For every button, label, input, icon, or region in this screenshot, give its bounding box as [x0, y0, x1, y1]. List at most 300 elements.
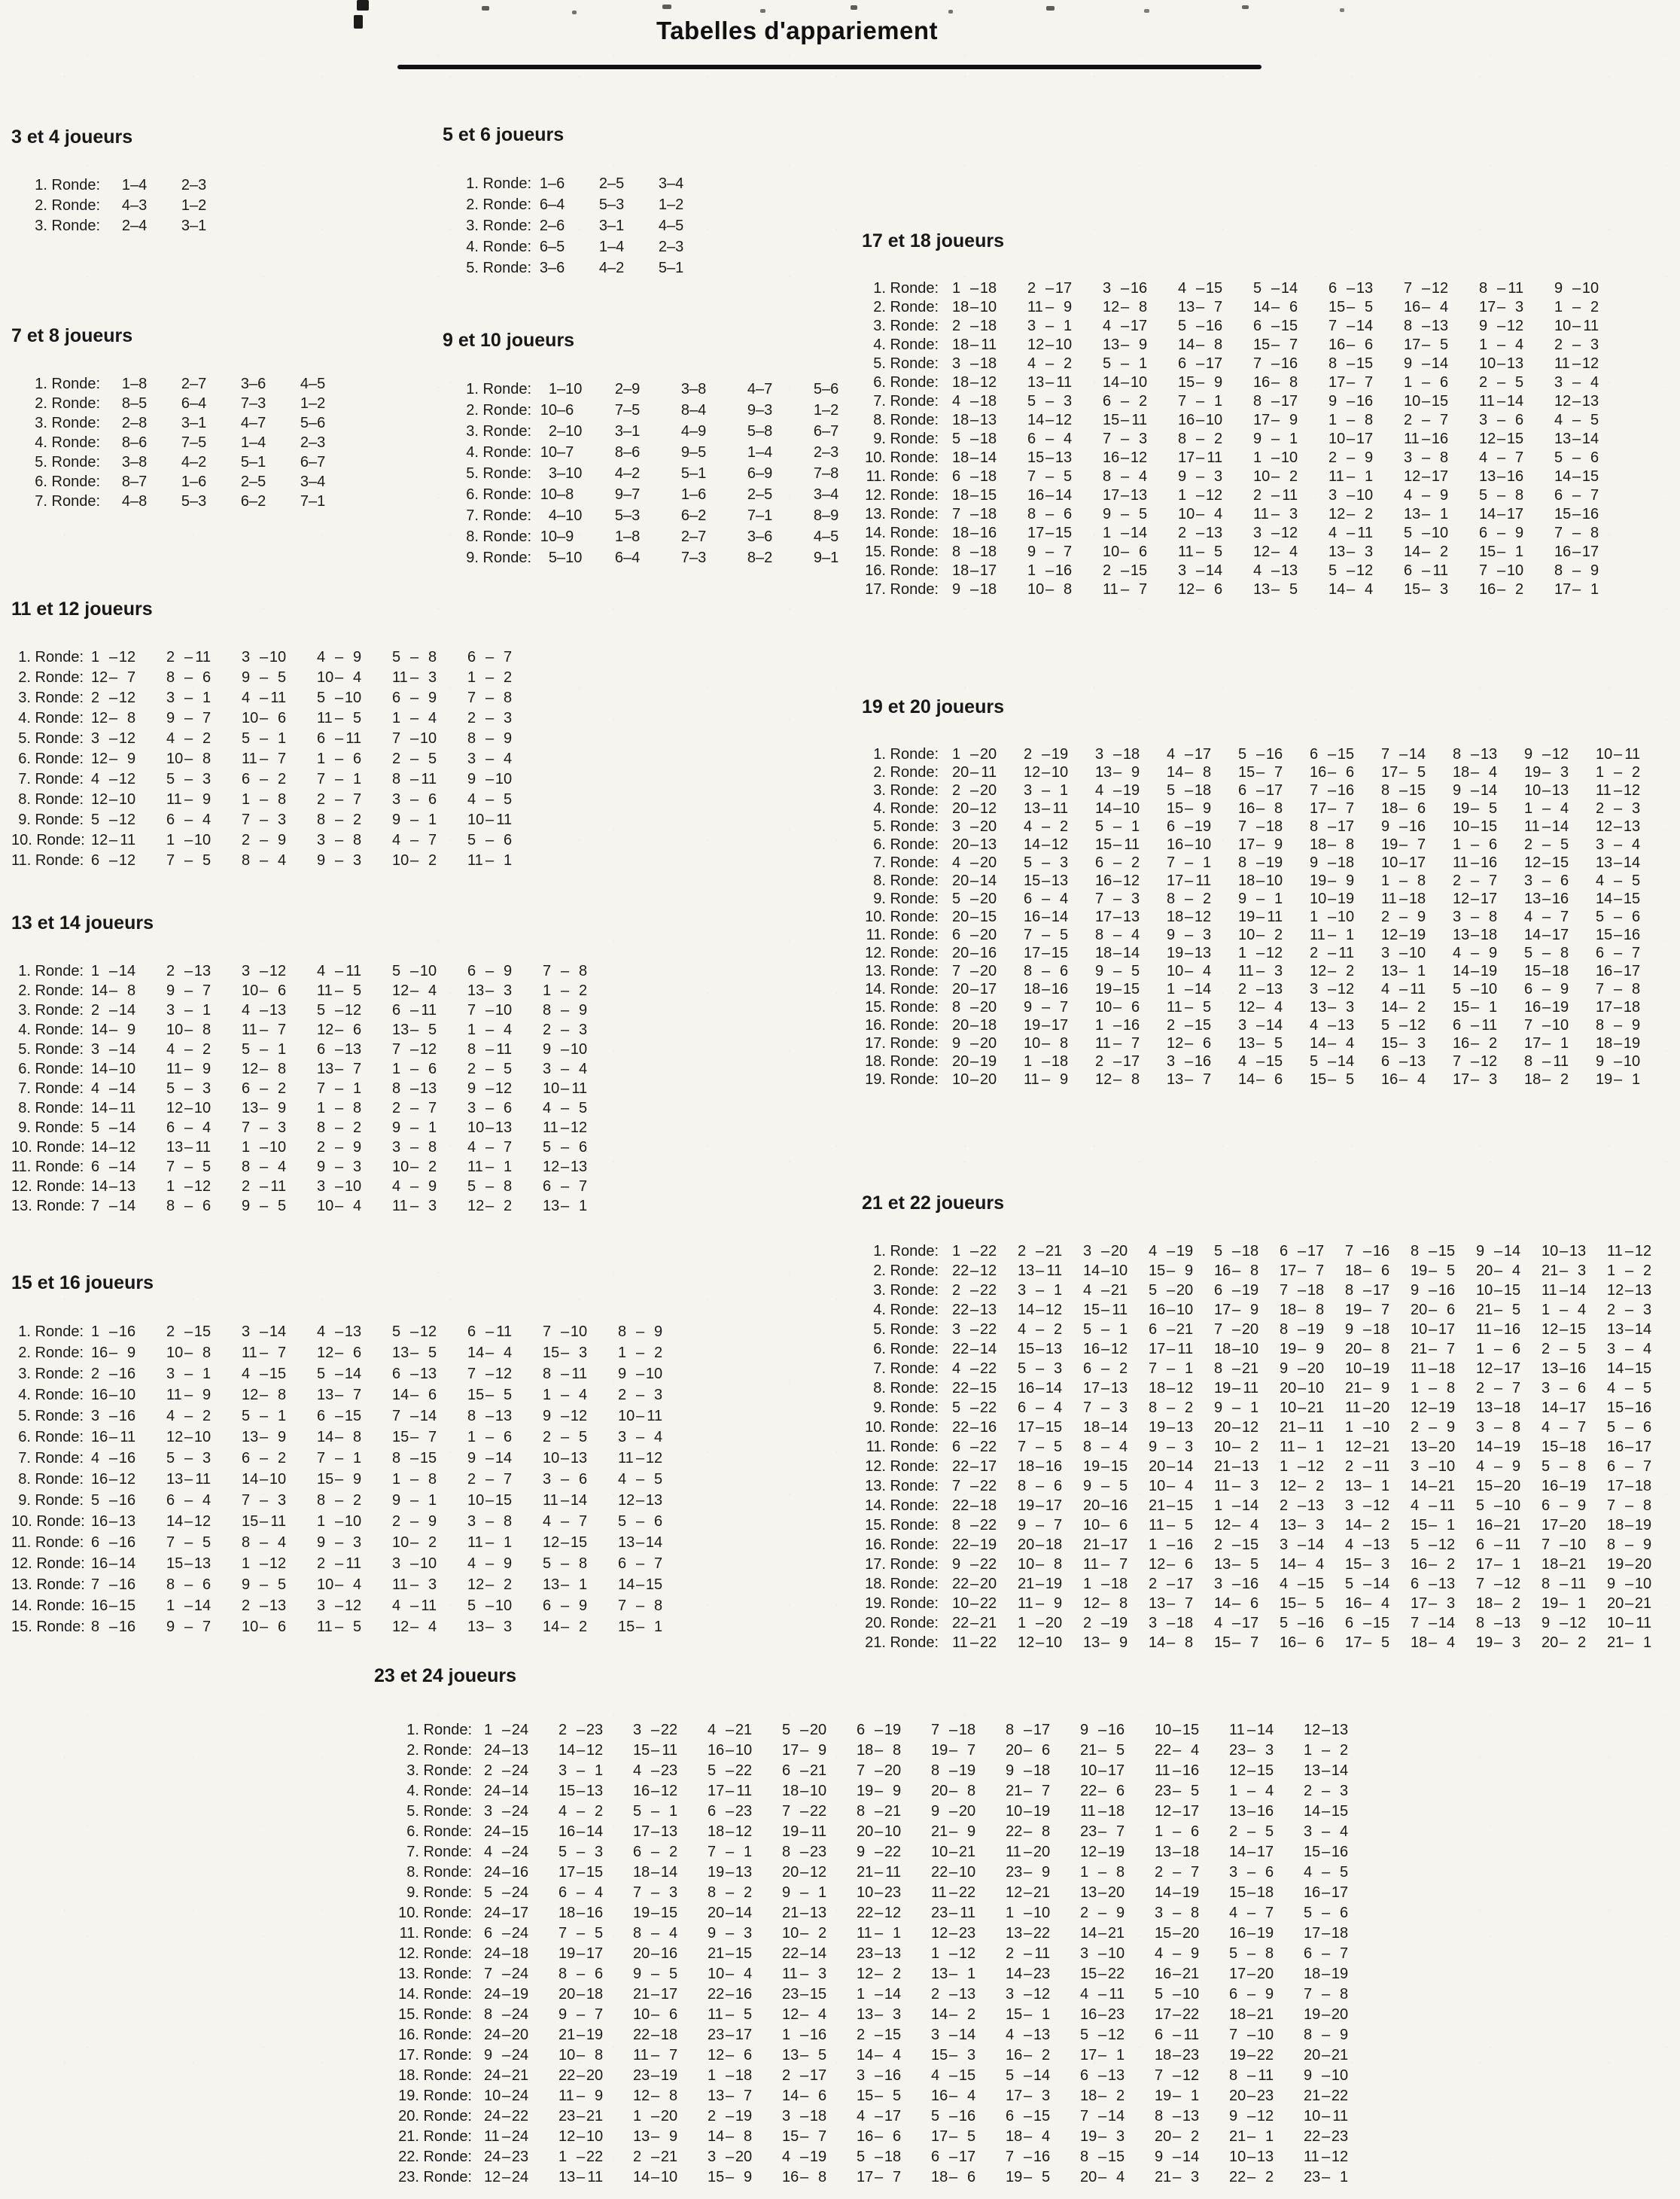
pairing: [543, 1555, 618, 1573]
pair-left: 14: [1018, 1301, 1035, 1318]
pair-left: 10: [540, 443, 557, 461]
pair-right: 13: [1569, 1242, 1587, 1259]
pair-right: 21: [1045, 1242, 1063, 1259]
pair-dash: –: [1298, 1594, 1307, 1612]
pairing: [1554, 544, 1630, 561]
pair-dash: –: [822, 549, 831, 566]
pair-right: 14: [118, 962, 136, 979]
pairing: [1280, 1458, 1345, 1476]
pair-left: 8: [1214, 1360, 1223, 1377]
round-row: [11, 413, 359, 433]
round-row: [862, 1613, 1672, 1633]
pair-right: 13: [511, 1742, 529, 1759]
pairing: [804, 507, 870, 525]
pairing: [1214, 1556, 1280, 1573]
pairing: [605, 465, 671, 483]
pair-dash: –: [109, 1449, 118, 1467]
pairing: [392, 1041, 467, 1058]
pair-left: 5: [317, 1365, 326, 1382]
pair-left: 4: [300, 375, 309, 392]
pair-dash: –: [1247, 2006, 1256, 2023]
pair-left: 1: [91, 1323, 100, 1340]
pair-right: 8: [1512, 1418, 1521, 1436]
pair-left: 17: [1554, 581, 1572, 598]
pairing: [1167, 981, 1238, 998]
pairing: [166, 1513, 242, 1530]
pair-dash: –: [190, 434, 199, 451]
pair-right: 12: [1265, 944, 1283, 961]
pair-right: 23: [1033, 1966, 1051, 1982]
pair-right: 17: [1623, 962, 1641, 979]
pairing: [1253, 487, 1328, 504]
pair-right: 14: [1581, 431, 1599, 447]
pair-left: 7: [952, 1477, 961, 1494]
pairing: [317, 649, 392, 666]
pairing: [1310, 891, 1381, 908]
pairing: [166, 730, 242, 748]
pair-right: 8: [669, 2088, 678, 2104]
pair-left: 9: [392, 1119, 401, 1136]
pair-dash: –: [109, 1344, 118, 1361]
pair-right: 12: [1431, 280, 1449, 297]
pair-left: 14: [1310, 1034, 1327, 1052]
pair-dash: –: [822, 443, 831, 461]
pairing: [1381, 764, 1453, 781]
pair-dash: –: [1121, 562, 1130, 579]
pairing: [1479, 280, 1554, 297]
pairing: [166, 832, 242, 849]
pair-left: 1: [1080, 1864, 1089, 1881]
pair-left: 10: [317, 1197, 334, 1214]
pair-right: 18: [1551, 962, 1569, 979]
pair-dash: –: [970, 506, 979, 522]
pair-left: 8: [782, 1844, 791, 1860]
pair-left: 4: [558, 1803, 568, 1820]
pair-left: 17: [1479, 299, 1496, 315]
pair-left: 9: [952, 1034, 961, 1052]
pair-left: 12: [1304, 1722, 1321, 1738]
pair-left: 19: [1018, 1497, 1035, 1514]
pair-dash: –: [561, 1512, 570, 1530]
round-row: [11, 1020, 618, 1040]
pair-dash: –: [1247, 1925, 1256, 1942]
pairing: [1006, 1844, 1080, 1861]
pair-right: 12: [118, 649, 136, 665]
pairing: [952, 337, 1027, 354]
pairing: [1404, 562, 1479, 580]
pair-right: 14: [1045, 1379, 1063, 1396]
pair-right: 22: [1107, 1966, 1125, 1982]
pairing: [633, 1966, 708, 1983]
round-label: 15. Ronde:: [865, 1516, 939, 1534]
pairing: [1018, 1380, 1083, 1397]
pairing: [1280, 1497, 1345, 1515]
pair-dash: –: [1098, 2047, 1107, 2063]
pair-dash: –: [1101, 1477, 1110, 1494]
round-label: 5. Ronde:: [873, 1320, 939, 1338]
pair-right: 8: [1489, 908, 1498, 925]
pairing: [467, 730, 543, 748]
round-label: 16. Ronde:: [865, 562, 939, 579]
pair-dash: –: [577, 1966, 586, 1982]
round-row: [862, 1241, 1672, 1261]
pair-right: 16: [1130, 280, 1148, 297]
pair-right: 16: [979, 944, 997, 961]
pair-left: 21: [1542, 1262, 1559, 1279]
pair-dash: –: [1560, 1497, 1569, 1514]
pairing: [952, 318, 1027, 335]
pairing: [1253, 468, 1328, 486]
pair-right: 18: [979, 1497, 997, 1514]
pairing: [1095, 782, 1167, 799]
round-row: [11, 1490, 693, 1511]
pair-right: 5: [257, 473, 266, 490]
pair-right: 11: [496, 1040, 513, 1058]
pair-left: 3: [1280, 1536, 1289, 1553]
pair-right: 10: [1107, 1945, 1125, 1962]
pair-left: 18: [952, 412, 969, 428]
pair-dash: –: [1101, 1340, 1110, 1357]
pair-right: 2: [504, 669, 513, 686]
pair-right: 14: [570, 1491, 588, 1509]
pair-dash: –: [1422, 318, 1431, 334]
pair-right: 11: [1570, 1575, 1587, 1592]
pairing: [1304, 1762, 1378, 1780]
pair-dash: –: [561, 1449, 570, 1467]
pairing: [543, 1619, 618, 1636]
pair-left: 13: [543, 1197, 560, 1214]
pair-left: 10: [1310, 890, 1327, 907]
pair-right: 16: [586, 1905, 604, 1921]
pair-dash: –: [800, 1905, 809, 1921]
pair-dash: –: [190, 375, 199, 392]
pair-left: 4: [317, 962, 326, 979]
pair-dash: –: [130, 375, 139, 392]
pair-left: 10: [166, 1021, 184, 1038]
pairing: [1596, 836, 1667, 854]
pair-right: 14: [118, 1080, 136, 1097]
pair-dash: –: [249, 434, 258, 451]
pair-dash: –: [689, 507, 698, 524]
pair-dash: –: [1399, 818, 1408, 835]
pair-dash: –: [1232, 1594, 1241, 1612]
pairing: [1524, 1017, 1596, 1034]
pairing: [392, 963, 467, 980]
pair-left: 2: [242, 1177, 251, 1195]
pairing: [1524, 963, 1596, 980]
pair-dash: –: [485, 1470, 495, 1488]
pair-right: 2: [579, 1618, 588, 1635]
pair-left: 11: [1214, 1477, 1230, 1494]
pair-right: 10: [193, 832, 212, 848]
pair-left: 5: [484, 1884, 493, 1901]
pairing: [1080, 1966, 1155, 1983]
pair-dash: –: [335, 1555, 344, 1572]
pair-dash: –: [1322, 1986, 1331, 2003]
pair-right: 5: [818, 2047, 827, 2063]
pairing: [1524, 1071, 1596, 1089]
pair-dash: –: [1471, 980, 1480, 997]
pair-right: 16: [1331, 1844, 1349, 1860]
pair-left: 18: [1381, 799, 1398, 817]
pairing: [1253, 374, 1328, 391]
pair-right: 6: [257, 375, 266, 392]
pairing: [317, 982, 392, 1000]
pair-left: 15: [543, 1344, 560, 1361]
pairing: [1411, 1302, 1476, 1319]
pair-left: 15: [166, 1555, 184, 1572]
pair-right: 3: [1489, 1071, 1498, 1088]
pair-left: 12: [392, 982, 409, 999]
pair-right: 4: [428, 710, 437, 726]
pair-right: 1: [353, 1080, 362, 1097]
pair-dash: –: [1256, 926, 1265, 943]
pairing: [392, 1555, 467, 1573]
pair-dash: –: [1121, 506, 1130, 522]
pairing: [166, 852, 242, 870]
pair-dash: –: [1347, 412, 1356, 428]
pair-left: 4: [1103, 318, 1112, 334]
pair-left: 22: [952, 1379, 969, 1396]
pair-right: 4: [579, 1386, 588, 1403]
pair-right: 18: [1337, 854, 1355, 871]
pairing: [1027, 412, 1103, 429]
pair-right: 18: [1256, 1884, 1274, 1901]
pair-right: 16: [735, 1986, 753, 2003]
pair-dash: –: [1471, 818, 1480, 835]
pair-dash: –: [1024, 2047, 1033, 2063]
pair-dash: –: [1101, 1281, 1110, 1299]
pair-right: 12: [344, 1597, 362, 1614]
pairing: [1080, 1884, 1155, 1902]
pairing: [242, 832, 317, 849]
pair-left: 1: [392, 1060, 401, 1077]
round-label: 14. Ronde:: [865, 1497, 939, 1514]
pairing: [1596, 782, 1667, 799]
pair-left: 2: [1167, 1016, 1176, 1034]
pair-right: 7: [698, 528, 707, 545]
pairing: [1542, 1302, 1607, 1319]
pairing: [1476, 1478, 1542, 1495]
pair-right: 9: [428, 690, 437, 706]
pair-right: 22: [979, 1594, 997, 1612]
round-label: 21. Ronde:: [865, 1634, 939, 1651]
pair-right: 8: [579, 1555, 588, 1572]
pair-left: 18: [1345, 1262, 1362, 1279]
pair-right: 7: [632, 486, 641, 503]
pair-dash: –: [875, 1925, 884, 1942]
pair-dash: –: [335, 791, 344, 808]
pair-dash: –: [1363, 1242, 1372, 1259]
pair-dash: –: [1471, 926, 1480, 943]
pairing: [242, 1513, 317, 1530]
pair-right: 10: [1205, 412, 1223, 428]
pair-right: 10: [419, 730, 437, 747]
pairing: [952, 581, 1027, 598]
pair-dash: –: [1045, 487, 1055, 504]
pair-dash: –: [1185, 908, 1194, 925]
pair-right: 14: [1130, 525, 1148, 541]
pair-left: 20: [1542, 1634, 1559, 1651]
pair-right: 20: [1182, 1925, 1200, 1942]
pair-right: 12: [118, 812, 136, 828]
pair-dash: –: [726, 1905, 735, 1921]
pair-left: 9: [952, 1555, 961, 1573]
pair-right: 2: [1632, 763, 1641, 781]
pairing: [1238, 945, 1310, 962]
pair-right: 5: [1578, 1340, 1587, 1357]
pair-left: 1: [1018, 1614, 1027, 1631]
pair-right: 11: [120, 1428, 136, 1445]
pair-dash: –: [1497, 318, 1506, 334]
pair-left: 20: [1607, 1594, 1624, 1612]
pair-left: 20: [952, 1052, 969, 1070]
pair-right: 2: [1042, 2047, 1051, 2063]
pair-right: 12: [1581, 355, 1599, 372]
pairing: [242, 649, 317, 666]
round-row: [11, 647, 543, 668]
pairing: [467, 963, 543, 980]
pair-left: 4: [1024, 818, 1033, 835]
pair-left: 15: [1411, 1516, 1428, 1534]
round-label: 7. Ronde:: [18, 1449, 84, 1467]
pairing: [317, 690, 392, 707]
pairing: [952, 1321, 1018, 1339]
pairing: [1524, 800, 1596, 818]
pair-right: 4: [669, 1925, 678, 1942]
pair-right: 14: [118, 1555, 136, 1572]
pairing: [1404, 374, 1479, 391]
pairing: [166, 669, 242, 687]
pair-left: 6: [1554, 487, 1563, 504]
round-row: [11, 790, 543, 810]
round-label: 13. Ronde:: [11, 1576, 85, 1593]
pairing: [1411, 1400, 1476, 1417]
pairing: [782, 2067, 857, 2085]
pair-dash: –: [1542, 998, 1551, 1016]
pairing: [1080, 1945, 1155, 1963]
pair-right: 7: [744, 2088, 753, 2104]
pair-right: 2: [1578, 1634, 1587, 1651]
pair-right: 16: [1176, 1536, 1194, 1553]
pair-dash: –: [623, 549, 632, 566]
pair-dash: –: [1113, 818, 1122, 835]
pair-dash: –: [1256, 818, 1265, 835]
round-label: 18. Ronde:: [398, 2067, 472, 2084]
round-label: 10. Ronde:: [398, 1905, 472, 1921]
pairing: [543, 1159, 618, 1176]
pair-dash: –: [1625, 1438, 1634, 1455]
pair-right: 10: [1122, 799, 1140, 817]
pair-dash: –: [651, 1925, 660, 1942]
pair-right: 9: [504, 1555, 513, 1572]
pair-dash: –: [1572, 506, 1581, 522]
pair-dash: –: [1113, 890, 1122, 907]
pairing: [857, 1945, 931, 1963]
pair-right: 5: [353, 1618, 362, 1635]
pair-left: 3: [548, 464, 557, 482]
pair-right: 19: [1623, 1034, 1641, 1052]
pair-left: 15: [467, 1386, 485, 1403]
round-row: [382, 2025, 1378, 2045]
pairing: [1554, 355, 1630, 373]
pair-left: 13: [1524, 890, 1542, 907]
pair-right: 15: [660, 1905, 678, 1921]
pair-dash: –: [1167, 1594, 1176, 1612]
pair-left: 6: [813, 422, 822, 440]
pairing: [1238, 1071, 1310, 1089]
pair-left: 3: [1018, 1281, 1027, 1299]
pair-left: 7: [1596, 980, 1605, 997]
pair-left: 1: [91, 649, 100, 665]
pair-left: 13: [1280, 1516, 1297, 1534]
pair-dash: –: [1185, 836, 1194, 853]
pair-dash: –: [260, 1470, 269, 1488]
pair-left: 3: [1149, 1614, 1158, 1631]
pair-dash: –: [1422, 506, 1431, 522]
pairing: [1280, 1243, 1345, 1260]
pair-right: 8: [202, 1021, 212, 1038]
round-label: 9. Ronde:: [18, 1119, 84, 1136]
pair-left: 16: [1155, 1966, 1172, 1982]
pair-dash: –: [1042, 1034, 1051, 1052]
pair-right: 15: [1503, 1281, 1521, 1299]
pair-right: 12: [1634, 1242, 1652, 1259]
pair-dash: –: [184, 1021, 193, 1038]
pair-right: 15: [344, 1407, 362, 1424]
pair-right: 8: [202, 751, 212, 767]
pair-dash: –: [502, 1864, 511, 1881]
pair-left: 3: [166, 690, 175, 706]
pair-right: 3: [1440, 581, 1449, 598]
pair-right: 14: [1122, 944, 1140, 961]
pair-dash: –: [184, 710, 193, 726]
pair-right: 16: [1431, 431, 1449, 447]
pair-dash: –: [561, 1407, 570, 1424]
pairing: [484, 1945, 558, 1963]
pair-left: 7: [317, 1449, 326, 1467]
pair-dash: –: [1271, 355, 1280, 372]
pair-dash: –: [557, 486, 566, 503]
pair-left: 20: [1149, 1457, 1166, 1475]
pair-left: 7: [543, 1323, 552, 1340]
pair-left: 13: [242, 1428, 259, 1445]
pair-right: 18: [1122, 745, 1140, 763]
pair-left: 1: [618, 1344, 627, 1361]
pair-right: 16: [1182, 1762, 1200, 1779]
pair-dash: –: [949, 2067, 958, 2084]
pair-dash: –: [1247, 1986, 1256, 2003]
pair-left: 1: [708, 2067, 717, 2084]
pair-right: 18: [979, 393, 997, 410]
pair-dash: –: [577, 1803, 586, 1820]
pair-left: 4: [1238, 1052, 1247, 1070]
pairing: [392, 1345, 467, 1362]
pair-right: 9: [565, 528, 574, 545]
pair-right: 2: [675, 196, 684, 213]
pair-dash: –: [1173, 1966, 1182, 1982]
pair-dash: –: [1542, 836, 1551, 853]
round-row: [862, 1281, 1672, 1300]
pairing: [1229, 1844, 1304, 1861]
pair-left: 5: [658, 259, 667, 276]
pair-right: 8: [1265, 1945, 1274, 1962]
pair-right: 12: [495, 1365, 513, 1382]
pair-left: 12: [1095, 1071, 1112, 1088]
pairing: [1253, 431, 1328, 448]
pair-right: 3: [654, 1386, 663, 1403]
pair-dash: –: [1560, 1614, 1569, 1631]
